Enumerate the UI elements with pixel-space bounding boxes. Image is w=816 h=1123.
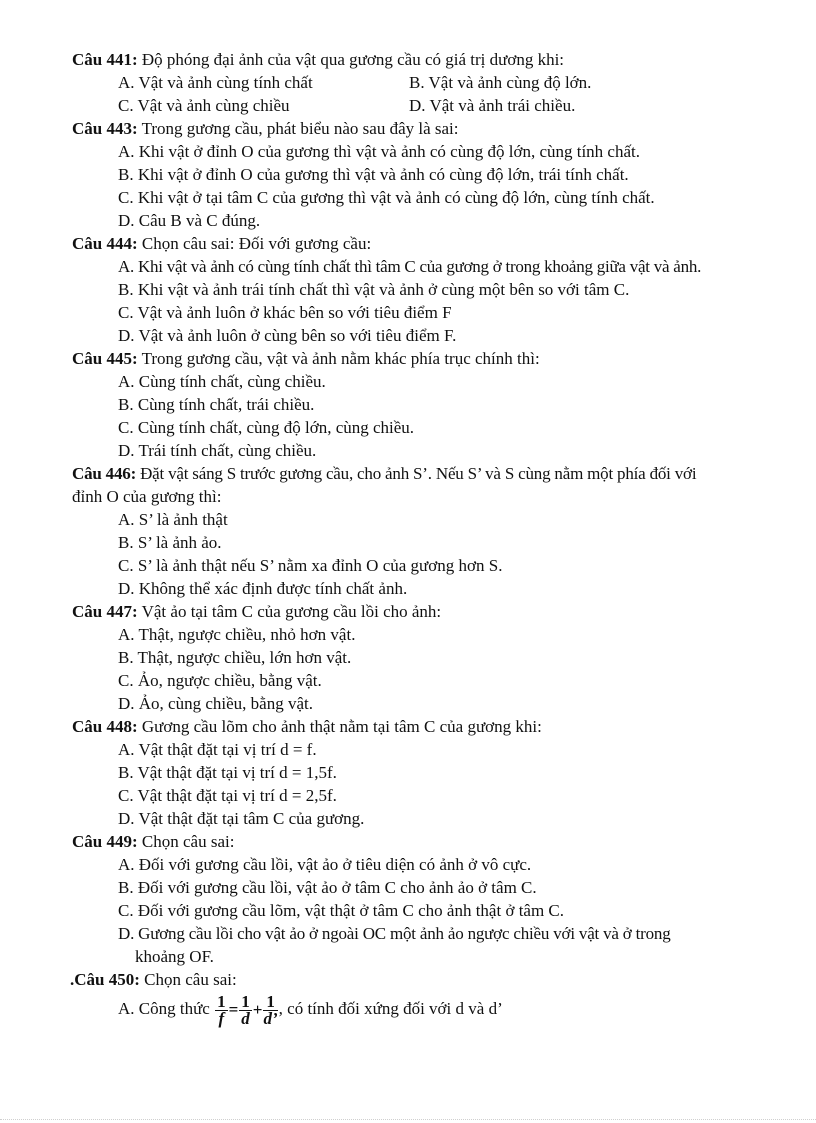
question-label: Câu 448: xyxy=(72,717,138,736)
option-a xyxy=(118,992,503,1027)
question-446 xyxy=(72,463,696,485)
question-label: Câu 447: xyxy=(72,602,138,621)
question-label: .Câu 450: xyxy=(70,970,140,989)
question-text: Chọn câu sai: xyxy=(139,970,237,989)
option-c: C. Vật và ảnh luôn ở khác bên so với tiêu điểm F xyxy=(118,303,452,322)
question-text: Gương cầu lõm cho ảnh thật nằm tại tâm C của gương khi: xyxy=(137,717,542,736)
option-a: A. Thật, ngược chiều, nhỏ hơn vật. xyxy=(118,625,356,644)
question-text: Đặt vật sáng S trước gương cầu, cho ảnh S’. Nếu S’ và S cùng nằm một phía đối với xyxy=(136,464,697,483)
option-d: D. Không thể xác định được tính chất ảnh. xyxy=(118,579,408,598)
question-449 xyxy=(72,831,234,853)
question-445 xyxy=(72,348,540,370)
question-label: Câu 444: xyxy=(72,234,138,253)
question-text: Trong gương cầu, vật và ảnh nằm khác phía trục chính thì: xyxy=(137,349,540,368)
option-c: C. Vật và ảnh cùng chiều xyxy=(118,96,290,115)
option-a: A. Cùng tính chất, cùng chiều. xyxy=(118,372,326,391)
option-c: C. Ảo, ngược chiều, bằng vật. xyxy=(118,671,322,690)
question-448 xyxy=(72,716,542,738)
option-d: D. Câu B và C đúng. xyxy=(118,211,261,230)
equals-sign: = xyxy=(228,999,239,1019)
option-d-continuation: khoảng OF. xyxy=(135,947,214,966)
option-b: B. Khi vật ở đỉnh O của gương thì vật và ảnh có cùng độ lớn, trái tính chất. xyxy=(118,165,629,184)
mirror-formula xyxy=(214,993,279,1028)
question-441 xyxy=(72,49,564,71)
option-b: B. Thật, ngược chiều, lớn hơn vật. xyxy=(118,648,352,667)
page-bottom-divider xyxy=(0,1119,816,1120)
option-d: D. Gương cầu lồi cho vật ảo ở ngoài OC một ảnh ảo ngược chiều với vật và ở trong xyxy=(118,924,671,943)
option-b: B. Cùng tính chất, trái chiều. xyxy=(118,395,315,414)
option-a: A. Khi vật và ảnh có cùng tính chất thì tâm C của gương ở trong khoảng giữa vật và ảnh. xyxy=(118,257,702,276)
option-c: C. S’ là ảnh thật nếu S’ nằm xa đỉnh O của gương hơn S. xyxy=(118,556,503,575)
option-d: D. Ảo, cùng chiều, bằng vật. xyxy=(118,694,313,713)
option-d: D. Vật và ảnh trái chiều. xyxy=(409,96,576,115)
option-b: B. Vật thật đặt tại vị trí d = 1,5f. xyxy=(118,763,337,782)
option-a: A. Đối với gương cầu lồi, vật ảo ở tiêu diện có ảnh ở vô cực. xyxy=(118,855,532,874)
question-450 xyxy=(70,969,237,991)
option-a: A. Vật thật đặt tại vị trí d = f. xyxy=(118,740,317,759)
plus-sign: + xyxy=(252,999,263,1019)
option-c: C. Vật thật đặt tại vị trí d = 2,5f. xyxy=(118,786,337,805)
question-text: Độ phóng đại ảnh của vật qua gương cầu có giá trị dương khi: xyxy=(137,50,565,69)
question-label: Câu 449: xyxy=(72,832,138,851)
fraction-one-over-d: $\frac{1}{d}$ xyxy=(241,992,250,1029)
question-443 xyxy=(72,118,459,140)
option-a-prefix: A. Công thức xyxy=(118,999,210,1018)
option-a: A. Vật và ảnh cùng tính chất xyxy=(118,73,313,92)
option-a: A. Khi vật ở đỉnh O của gương thì vật và ảnh có cùng độ lớn, cùng tính chất. xyxy=(118,142,640,161)
option-d: D. Vật và ảnh luôn ở cùng bên so với tiêu điểm F. xyxy=(118,326,457,345)
option-a-suffix: , có tính đối xứng đối với d và d’ xyxy=(278,999,503,1018)
question-446-continuation: đỉnh O của gương thì: xyxy=(72,487,222,506)
question-444 xyxy=(72,233,371,255)
option-b: B. Vật và ảnh cùng độ lớn. xyxy=(409,73,592,92)
option-c: C. Khi vật ở tại tâm C của gương thì vật và ảnh có cùng độ lớn, cùng tính chất. xyxy=(118,188,655,207)
option-d: D. Vật thật đặt tại tâm C của gương. xyxy=(118,809,365,828)
option-b: B. Đối với gương cầu lồi, vật ảo ở tâm C cho ảnh ảo ở tâm C. xyxy=(118,878,537,897)
question-447 xyxy=(72,601,441,623)
option-c: C. Đối với gương cầu lõm, vật thật ở tâm C cho ảnh thật ở tâm C. xyxy=(118,901,565,920)
question-label: Câu 441: xyxy=(72,50,138,69)
question-text: Trong gương cầu, phát biểu nào sau đây là sai: xyxy=(137,119,459,138)
option-a: A. S’ là ảnh thật xyxy=(118,510,228,529)
question-text: Vật ảo tại tâm C của gương cầu lồi cho ảnh: xyxy=(137,602,442,621)
question-text: Chọn câu sai: xyxy=(137,832,235,851)
option-d: D. Trái tính chất, cùng chiều. xyxy=(118,441,317,460)
option-b: B. Khi vật và ảnh trái tính chất thì vật và ảnh ở cùng một bên so với tâm C. xyxy=(118,280,630,299)
question-label: Câu 446: xyxy=(72,464,137,483)
fraction-one-over-d-prime: $\frac{1}{d’}$ xyxy=(263,992,278,1029)
question-label: Câu 445: xyxy=(72,349,138,368)
option-c: C. Cùng tính chất, cùng độ lớn, cùng chiều. xyxy=(118,418,415,437)
question-text: Chọn câu sai: Đối với gương cầu: xyxy=(137,234,372,253)
fraction-one-over-f: $\frac{1}{f}$ xyxy=(217,992,226,1029)
option-b: B. S’ là ảnh ảo. xyxy=(118,533,222,552)
question-label: Câu 443: xyxy=(72,119,138,138)
